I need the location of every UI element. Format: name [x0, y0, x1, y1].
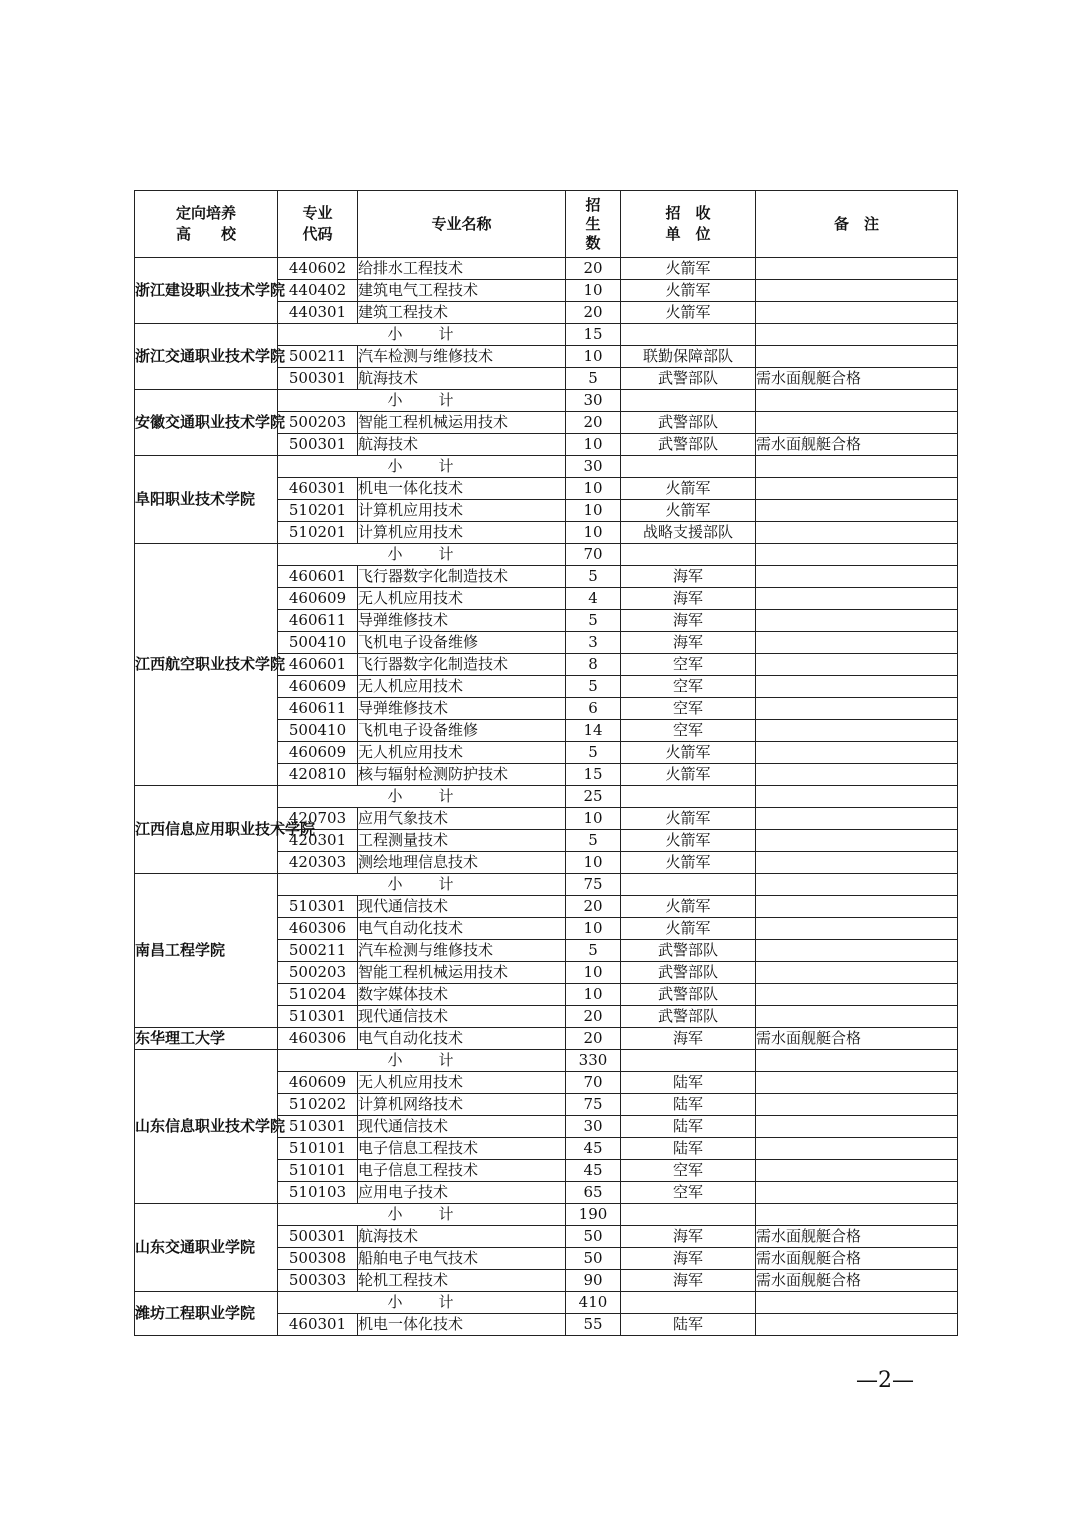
- recruit-unit: 空军: [621, 676, 756, 698]
- major-name: 导弹维修技术: [358, 698, 566, 720]
- enroll-count: 5: [566, 742, 621, 764]
- major-name: 航海技术: [358, 368, 566, 390]
- subtotal-label: 小 计: [278, 390, 566, 412]
- major-code: 510201: [278, 500, 358, 522]
- recruit-unit: 陆军: [621, 1094, 756, 1116]
- recruit-unit: 武警部队: [621, 368, 756, 390]
- recruit-unit: 火箭军: [621, 918, 756, 940]
- subtotal-row: [135, 324, 958, 346]
- major-code: 460601: [278, 566, 358, 588]
- remark: [756, 588, 958, 610]
- remark: [756, 280, 958, 302]
- enroll-count: 10: [566, 984, 621, 1006]
- major-name: 给排水工程技术: [358, 258, 566, 280]
- enroll-count: 70: [566, 544, 621, 566]
- recruit-unit: 火箭军: [621, 852, 756, 874]
- remark: [756, 522, 958, 544]
- enroll-count: 5: [566, 830, 621, 852]
- subtotal-label: 小 计: [278, 1292, 566, 1314]
- enroll-count: 3: [566, 632, 621, 654]
- enroll-count: 50: [566, 1248, 621, 1270]
- major-name: 建筑工程技术: [358, 302, 566, 324]
- major-code: 510103: [278, 1182, 358, 1204]
- major-code: 460306: [278, 918, 358, 940]
- enroll-count: 410: [566, 1292, 621, 1314]
- enroll-count: 55: [566, 1314, 621, 1336]
- remark: [756, 874, 958, 896]
- enroll-count: 90: [566, 1270, 621, 1292]
- recruit-unit: 陆军: [621, 1072, 756, 1094]
- recruit-unit: [621, 786, 756, 808]
- major-name: 船舶电子电气技术: [358, 1248, 566, 1270]
- enroll-count: 330: [566, 1050, 621, 1072]
- school-name: 江西信息应用职业技术学院: [135, 786, 278, 874]
- enroll-count: 20: [566, 896, 621, 918]
- enroll-count: 190: [566, 1204, 621, 1226]
- major-name: 无人机应用技术: [358, 676, 566, 698]
- recruit-unit: 火箭军: [621, 302, 756, 324]
- major-name: 导弹维修技术: [358, 610, 566, 632]
- enroll-count: 5: [566, 368, 621, 390]
- major-name: 核与辐射检测防护技术: [358, 764, 566, 786]
- enroll-count: 45: [566, 1160, 621, 1182]
- table-header-row: [135, 191, 958, 258]
- recruit-unit: 火箭军: [621, 742, 756, 764]
- recruit-unit: [621, 390, 756, 412]
- major-code: 500203: [278, 962, 358, 984]
- enroll-count: 6: [566, 698, 621, 720]
- header-code-label: 专业 代码: [302, 204, 333, 243]
- major-code: 440602: [278, 258, 358, 280]
- major-code: 500211: [278, 940, 358, 962]
- major-code: 420301: [278, 830, 358, 852]
- enroll-count: 4: [566, 588, 621, 610]
- enroll-count: 70: [566, 1072, 621, 1094]
- subtotal-label: 小 计: [278, 456, 566, 478]
- recruit-unit: [621, 1050, 756, 1072]
- remark: [756, 1314, 958, 1336]
- school-name: 江西航空职业技术学院: [135, 544, 278, 786]
- subtotal-label: 小 计: [278, 1204, 566, 1226]
- remark: [756, 1072, 958, 1094]
- enroll-count: 5: [566, 610, 621, 632]
- enroll-count: 20: [566, 258, 621, 280]
- subtotal-row: [135, 1204, 958, 1226]
- recruit-unit: 联勤保障部队: [621, 346, 756, 368]
- recruit-unit: 空军: [621, 654, 756, 676]
- major-code: 510301: [278, 1116, 358, 1138]
- recruit-unit: 武警部队: [621, 962, 756, 984]
- major-code: 500301: [278, 434, 358, 456]
- recruit-unit: 火箭军: [621, 764, 756, 786]
- remark: [756, 1006, 958, 1028]
- remark: [756, 654, 958, 676]
- recruit-unit: 海军: [621, 588, 756, 610]
- enroll-count: 30: [566, 1116, 621, 1138]
- major-name: 无人机应用技术: [358, 742, 566, 764]
- recruit-unit: [621, 456, 756, 478]
- enroll-count: 10: [566, 808, 621, 830]
- major-code: 500301: [278, 368, 358, 390]
- subtotal-row: [135, 1050, 958, 1072]
- major-code: 500410: [278, 632, 358, 654]
- remark: 需水面舰艇合格: [756, 1226, 958, 1248]
- major-name: 汽车检测与维修技术: [358, 346, 566, 368]
- school-name: 山东信息职业技术学院: [135, 1050, 278, 1204]
- major-code: 460611: [278, 698, 358, 720]
- subtotal-row: [135, 874, 958, 896]
- recruit-unit: 火箭军: [621, 258, 756, 280]
- header-unit-label: 招 收 单 位: [665, 204, 711, 243]
- major-code: 460306: [278, 1028, 358, 1050]
- remark: [756, 566, 958, 588]
- major-code: 460601: [278, 654, 358, 676]
- remark: [756, 852, 958, 874]
- major-code: 420303: [278, 852, 358, 874]
- major-name: 应用电子技术: [358, 1182, 566, 1204]
- recruit-unit: 空军: [621, 1160, 756, 1182]
- remark: [756, 896, 958, 918]
- major-name: 无人机应用技术: [358, 588, 566, 610]
- enroll-count: 10: [566, 434, 621, 456]
- header-school-label: 定向培养 高 校: [175, 204, 236, 243]
- enroll-count: 10: [566, 478, 621, 500]
- major-code: 500308: [278, 1248, 358, 1270]
- remark: [756, 1116, 958, 1138]
- remark: 需水面舰艇合格: [756, 368, 958, 390]
- major-code: 460301: [278, 1314, 358, 1336]
- remark: [756, 632, 958, 654]
- remark: [756, 390, 958, 412]
- enroll-count: 5: [566, 940, 621, 962]
- remark: [756, 698, 958, 720]
- subtotal-row: [135, 786, 958, 808]
- enroll-count: 14: [566, 720, 621, 742]
- enroll-count: 20: [566, 1006, 621, 1028]
- recruit-unit: 空军: [621, 698, 756, 720]
- remark: 需水面舰艇合格: [756, 1270, 958, 1292]
- major-code: 440402: [278, 280, 358, 302]
- remark: [756, 500, 958, 522]
- recruit-unit: 海军: [621, 632, 756, 654]
- remark: [756, 764, 958, 786]
- table-row: [135, 258, 958, 280]
- major-name: 机电一体化技术: [358, 478, 566, 500]
- enroll-count: 10: [566, 280, 621, 302]
- enroll-count: 10: [566, 918, 621, 940]
- major-code: 500203: [278, 412, 358, 434]
- remark: [756, 742, 958, 764]
- major-name: 现代通信技术: [358, 1116, 566, 1138]
- enroll-count: 75: [566, 1094, 621, 1116]
- major-name: 航海技术: [358, 434, 566, 456]
- major-code: 510301: [278, 896, 358, 918]
- remark: [756, 962, 958, 984]
- recruit-unit: 空军: [621, 1182, 756, 1204]
- enroll-count: 20: [566, 412, 621, 434]
- header-note-label: 备 注: [833, 214, 879, 233]
- remark: [756, 1292, 958, 1314]
- recruit-unit: 海军: [621, 610, 756, 632]
- recruit-unit: 陆军: [621, 1116, 756, 1138]
- enroll-count: 30: [566, 390, 621, 412]
- major-name: 电气自动化技术: [358, 1028, 566, 1050]
- page-number: —2—: [856, 1368, 914, 1393]
- recruit-unit: [621, 1204, 756, 1226]
- major-name: 现代通信技术: [358, 896, 566, 918]
- recruit-unit: 陆军: [621, 1314, 756, 1336]
- enroll-count: 15: [566, 764, 621, 786]
- remark: [756, 258, 958, 280]
- subtotal-label: 小 计: [278, 544, 566, 566]
- enroll-count: 75: [566, 874, 621, 896]
- remark: [756, 1138, 958, 1160]
- major-name: 建筑电气工程技术: [358, 280, 566, 302]
- enroll-count: 45: [566, 1138, 621, 1160]
- recruit-unit: 陆军: [621, 1138, 756, 1160]
- school-name: 阜阳职业技术学院: [135, 456, 278, 544]
- header-note: [756, 191, 958, 258]
- major-name: 轮机工程技术: [358, 1270, 566, 1292]
- recruit-unit: 空军: [621, 720, 756, 742]
- major-name: 应用气象技术: [358, 808, 566, 830]
- major-code: 440301: [278, 302, 358, 324]
- school-name: 浙江建设职业技术学院: [135, 258, 278, 324]
- enroll-count: 30: [566, 456, 621, 478]
- major-code: 510301: [278, 1006, 358, 1028]
- major-name: 计算机应用技术: [358, 522, 566, 544]
- enroll-count: 5: [566, 566, 621, 588]
- remark: 需水面舰艇合格: [756, 1248, 958, 1270]
- major-code: 460609: [278, 742, 358, 764]
- recruit-unit: 海军: [621, 1028, 756, 1050]
- recruit-unit: 武警部队: [621, 940, 756, 962]
- remark: 需水面舰艇合格: [756, 1028, 958, 1050]
- enroll-count: 50: [566, 1226, 621, 1248]
- major-code: 420810: [278, 764, 358, 786]
- subtotal-label: 小 计: [278, 786, 566, 808]
- enroll-count: 5: [566, 676, 621, 698]
- major-name: 计算机网络技术: [358, 1094, 566, 1116]
- major-code: 460609: [278, 676, 358, 698]
- major-name: 航海技术: [358, 1226, 566, 1248]
- enroll-count: 10: [566, 852, 621, 874]
- enroll-count: 20: [566, 302, 621, 324]
- major-code: 510202: [278, 1094, 358, 1116]
- subtotal-row: [135, 456, 958, 478]
- school-name: 东华理工大学: [135, 1028, 278, 1050]
- school-name: 浙江交通职业技术学院: [135, 324, 278, 390]
- enroll-count: 10: [566, 500, 621, 522]
- remark: [756, 1204, 958, 1226]
- remark: [756, 1094, 958, 1116]
- recruit-unit: 海军: [621, 1248, 756, 1270]
- recruit-unit: 火箭军: [621, 830, 756, 852]
- enroll-count: 8: [566, 654, 621, 676]
- major-name: 机电一体化技术: [358, 1314, 566, 1336]
- recruit-unit: 海军: [621, 566, 756, 588]
- remark: [756, 918, 958, 940]
- remark: [756, 1182, 958, 1204]
- header-unit: [621, 191, 756, 258]
- subtotal-row: [135, 390, 958, 412]
- major-code: 460301: [278, 478, 358, 500]
- major-name: 现代通信技术: [358, 1006, 566, 1028]
- recruit-unit: 火箭军: [621, 896, 756, 918]
- school-name: 南昌工程学院: [135, 874, 278, 1028]
- recruit-unit: 海军: [621, 1270, 756, 1292]
- recruit-unit: [621, 544, 756, 566]
- major-name: 飞行器数字化制造技术: [358, 654, 566, 676]
- recruit-unit: 武警部队: [621, 984, 756, 1006]
- major-name: 智能工程机械运用技术: [358, 412, 566, 434]
- enrollment-table: [134, 190, 958, 1336]
- remark: [756, 346, 958, 368]
- enroll-count: 20: [566, 1028, 621, 1050]
- recruit-unit: 武警部队: [621, 412, 756, 434]
- major-name: 工程测量技术: [358, 830, 566, 852]
- major-code: 460609: [278, 1072, 358, 1094]
- major-name: 飞机电子设备维修: [358, 632, 566, 654]
- major-code: 420703: [278, 808, 358, 830]
- school-name: 潍坊工程职业学院: [135, 1292, 278, 1336]
- remark: 需水面舰艇合格: [756, 434, 958, 456]
- major-name: 计算机应用技术: [358, 500, 566, 522]
- enroll-count: 15: [566, 324, 621, 346]
- major-name: 电气自动化技术: [358, 918, 566, 940]
- major-name: 电子信息工程技术: [358, 1160, 566, 1182]
- major-code: 500301: [278, 1226, 358, 1248]
- remark: [756, 984, 958, 1006]
- subtotal-label: 小 计: [278, 324, 566, 346]
- enroll-count: 10: [566, 962, 621, 984]
- header-major-label: 专业名称: [431, 214, 492, 233]
- enroll-count: 10: [566, 522, 621, 544]
- major-code: 510204: [278, 984, 358, 1006]
- major-code: 460609: [278, 588, 358, 610]
- recruit-unit: 战略支援部队: [621, 522, 756, 544]
- remark: [756, 1160, 958, 1182]
- major-name: 飞机电子设备维修: [358, 720, 566, 742]
- table-body: [135, 258, 958, 1336]
- major-code: 500211: [278, 346, 358, 368]
- recruit-unit: 火箭军: [621, 280, 756, 302]
- remark: [756, 786, 958, 808]
- header-school: [135, 191, 278, 258]
- enroll-count: 25: [566, 786, 621, 808]
- major-code: 460611: [278, 610, 358, 632]
- enroll-count: 65: [566, 1182, 621, 1204]
- remark: [756, 478, 958, 500]
- header-code: [278, 191, 358, 258]
- remark: [756, 302, 958, 324]
- recruit-unit: [621, 324, 756, 346]
- subtotal-label: 小 计: [278, 874, 566, 896]
- remark: [756, 676, 958, 698]
- recruit-unit: [621, 874, 756, 896]
- remark: [756, 610, 958, 632]
- major-code: 510101: [278, 1160, 358, 1182]
- major-code: 500303: [278, 1270, 358, 1292]
- school-name: 安徽交通职业技术学院: [135, 390, 278, 456]
- recruit-unit: 火箭军: [621, 478, 756, 500]
- subtotal-row: [135, 544, 958, 566]
- subtotal-label: 小 计: [278, 1050, 566, 1072]
- major-name: 飞行器数字化制造技术: [358, 566, 566, 588]
- header-count: [566, 191, 621, 258]
- remark: [756, 830, 958, 852]
- major-code: 510201: [278, 522, 358, 544]
- major-name: 测绘地理信息技术: [358, 852, 566, 874]
- major-name: 无人机应用技术: [358, 1072, 566, 1094]
- header-major: [358, 191, 566, 258]
- remark: [756, 1050, 958, 1072]
- major-name: 智能工程机械运用技术: [358, 962, 566, 984]
- recruit-unit: 火箭军: [621, 808, 756, 830]
- recruit-unit: 火箭军: [621, 500, 756, 522]
- major-name: 电子信息工程技术: [358, 1138, 566, 1160]
- subtotal-row: [135, 1292, 958, 1314]
- table-row: [135, 1028, 958, 1050]
- recruit-unit: [621, 1292, 756, 1314]
- remark: [756, 940, 958, 962]
- enroll-count: 10: [566, 346, 621, 368]
- school-name: 山东交通职业学院: [135, 1204, 278, 1292]
- remark: [756, 544, 958, 566]
- recruit-unit: 海军: [621, 1226, 756, 1248]
- major-code: 500410: [278, 720, 358, 742]
- header-count-label: 招 生 数: [585, 195, 601, 252]
- remark: [756, 720, 958, 742]
- remark: [756, 324, 958, 346]
- recruit-unit: 武警部队: [621, 1006, 756, 1028]
- recruit-unit: 武警部队: [621, 434, 756, 456]
- remark: [756, 456, 958, 478]
- remark: [756, 808, 958, 830]
- major-name: 汽车检测与维修技术: [358, 940, 566, 962]
- major-code: 510101: [278, 1138, 358, 1160]
- major-name: 数字媒体技术: [358, 984, 566, 1006]
- remark: [756, 412, 958, 434]
